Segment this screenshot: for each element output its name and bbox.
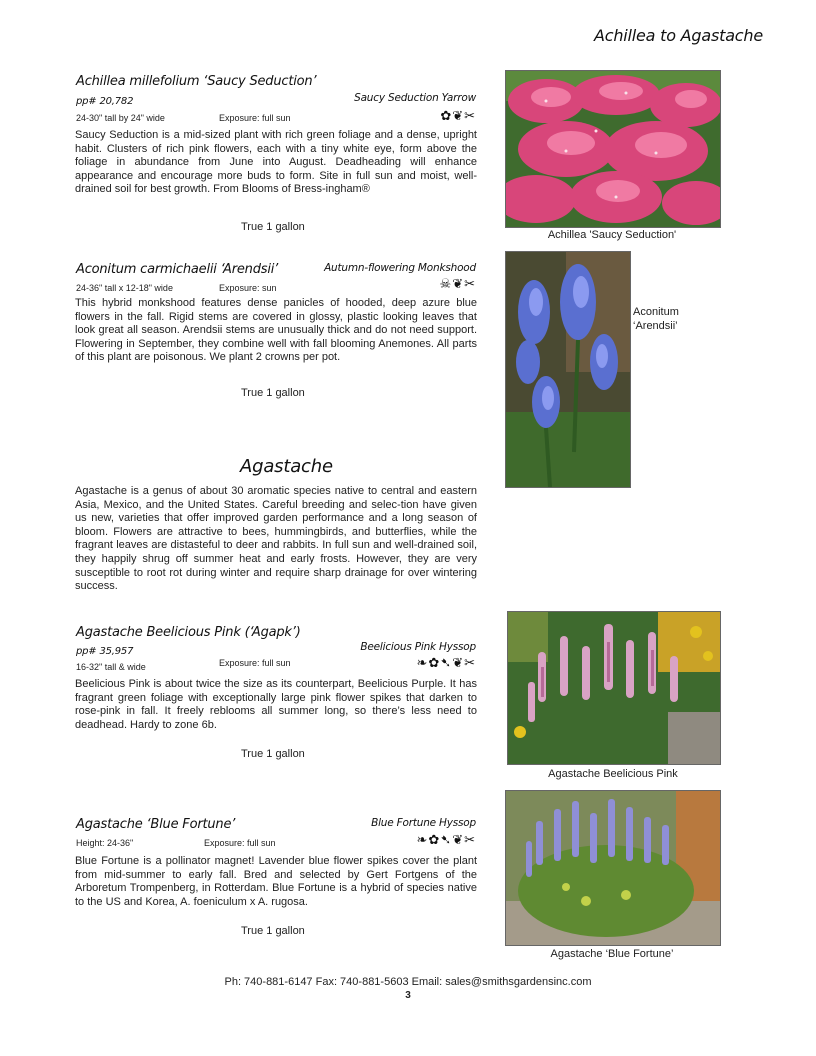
photo-achillea-saucy-seduction xyxy=(505,70,721,228)
plant-exposure: Exposure: full sun xyxy=(219,658,291,668)
container-size: True 1 gallon xyxy=(241,748,305,760)
product-botanical-name: Agastache ‘Blue Fortune’ xyxy=(76,817,236,832)
photo-agastache-beelicious-pink xyxy=(507,611,721,765)
photo-caption: Agastache Beelicious Pink xyxy=(548,768,678,780)
plant-size: Height: 24-36" xyxy=(76,838,134,848)
plant-exposure: Exposure: full sun xyxy=(204,838,276,848)
poison-deer-cut-icons: ☠❦✂ xyxy=(439,276,476,291)
caption-line-cultivar: ‘Arendsii’ xyxy=(633,320,678,332)
photo-caption xyxy=(633,305,679,333)
attribute-icons xyxy=(417,655,476,671)
blue-monkshood-image xyxy=(506,252,630,487)
pink-hyssop-image xyxy=(508,612,720,764)
caption-line-genus: Aconitum xyxy=(633,306,679,318)
product-botanical-name: Aconitum carmichaelii ‘Arendsii’ xyxy=(76,262,279,277)
product-common-name: Autumn-flowering Monkshood xyxy=(324,262,476,274)
plant-patent-number: pp# 35,957 xyxy=(76,646,134,657)
photo-aconitum-arendsii xyxy=(505,251,631,488)
product-common-name: Saucy Seduction Yarrow xyxy=(354,92,476,104)
attribute-icons xyxy=(440,108,476,124)
page-number: 3 xyxy=(405,990,411,1001)
plant-size: 16-32" tall & wide xyxy=(76,662,146,672)
attribute-icons xyxy=(417,832,476,848)
product-common-name: Beelicious Pink Hyssop xyxy=(360,641,476,653)
plant-size: 24-30" tall by 24" wide xyxy=(76,113,165,123)
photo-agastache-blue-fortune xyxy=(505,790,721,946)
pink-yarrow-image xyxy=(506,71,720,227)
product-description: This hybrid monkshood features dense panicles of hooded, deep azure blue flowers in the fall. Rigid stems are covered in glossy, plastic looking leaves that look great all season. Arendsii stems are unusually thick and do not need support. Flowering in September, they combine well with fall blooming Anemones. All parts of this plant are poisonous. We plant 2 crowns per pot. xyxy=(75,297,477,364)
container-size: True 1 gallon xyxy=(241,221,305,233)
section-title: Agastache xyxy=(240,456,333,477)
page-header-title: Achillea to Agastache xyxy=(593,26,763,45)
container-size: True 1 gallon xyxy=(241,387,305,399)
product-botanical-name: Agastache Beelicious Pink (‘Agapk’) xyxy=(76,625,301,640)
product-common-name: Blue Fortune Hyssop xyxy=(371,817,476,829)
contact-footer: Ph: 740-881-6147 Fax: 740-881-5603 Email: sales@smithsgardensinc.com xyxy=(224,976,592,988)
butterfly-deer-cut-icons: ✿❦✂ xyxy=(440,108,476,123)
photo-caption: Agastache ‘Blue Fortune’ xyxy=(550,948,674,960)
plant-patent-number: pp# 20,782 xyxy=(76,96,134,107)
product-description: Beelicious Pink is about twice the size as its counterpart, Beelicious Purple. It has fragrant green foliage with exceptionally large pink flower spikes that darken to rose-pink in fall. It freely reblooms all summer long, so there’s less need to deadhead. Hardy to zone 6b. xyxy=(75,678,477,731)
section-intro: Agastache is a genus of about 30 aromatic species native to central and eastern Asia, Mexico, and the United States. Careful breeding and selec-tion have given us new, varieties that offer improved garden performance and a long season of bloom. Flowers are attractive to bees, hummingbirds, and butterflies, while the fragrant leaves are distasteful to deer and rabbits. In full sun and well-drained soil, they happily shrug off summer heat and early frosts. However, they are very susceptible to root rot during winter and require sharp drainage for over wintering success. xyxy=(75,485,477,593)
container-size: True 1 gallon xyxy=(241,925,305,937)
product-botanical-name: Achillea millefolium ‘Saucy Seduction’ xyxy=(76,74,317,89)
product-description: Blue Fortune is a pollinator magnet! Lavender blue flower spikes cover the plant from mid-summer to early fall. Bred and selected by Gert Fortgens of the Arboretum Trompenberg, in Rotterdam. Blue Fortune is a hybrid of species native to the US and Korea, A. foeniculum x A. rugosa. xyxy=(75,855,477,908)
plant-exposure: Exposure: sun xyxy=(219,283,277,293)
bee-butterfly-hummingbird-deer-cut-icons: ❧✿➷❦✂ xyxy=(416,832,476,847)
attribute-icons xyxy=(440,276,476,292)
bee-butterfly-hummingbird-deer-cut-icons: ❧✿➷❦✂ xyxy=(416,655,476,670)
photo-caption: Achillea 'Saucy Seduction' xyxy=(547,229,677,241)
plant-size: 24-36" tall x 12-18" wide xyxy=(76,283,173,293)
plant-exposure: Exposure: full sun xyxy=(219,113,291,123)
blue-hyssop-image xyxy=(506,791,720,945)
product-description: Saucy Seduction is a mid-sized plant with rich green foliage and a dense, upright habit. Clusters of rich pink flowers, each with a tiny white eye, form above the foliage in abundance from June into August. Deadheading will enhance appearance and encourage more buds to form. Site in full sun and moist, well-drained soil for best growth. From Blooms of Bress-ingham® xyxy=(75,129,477,196)
